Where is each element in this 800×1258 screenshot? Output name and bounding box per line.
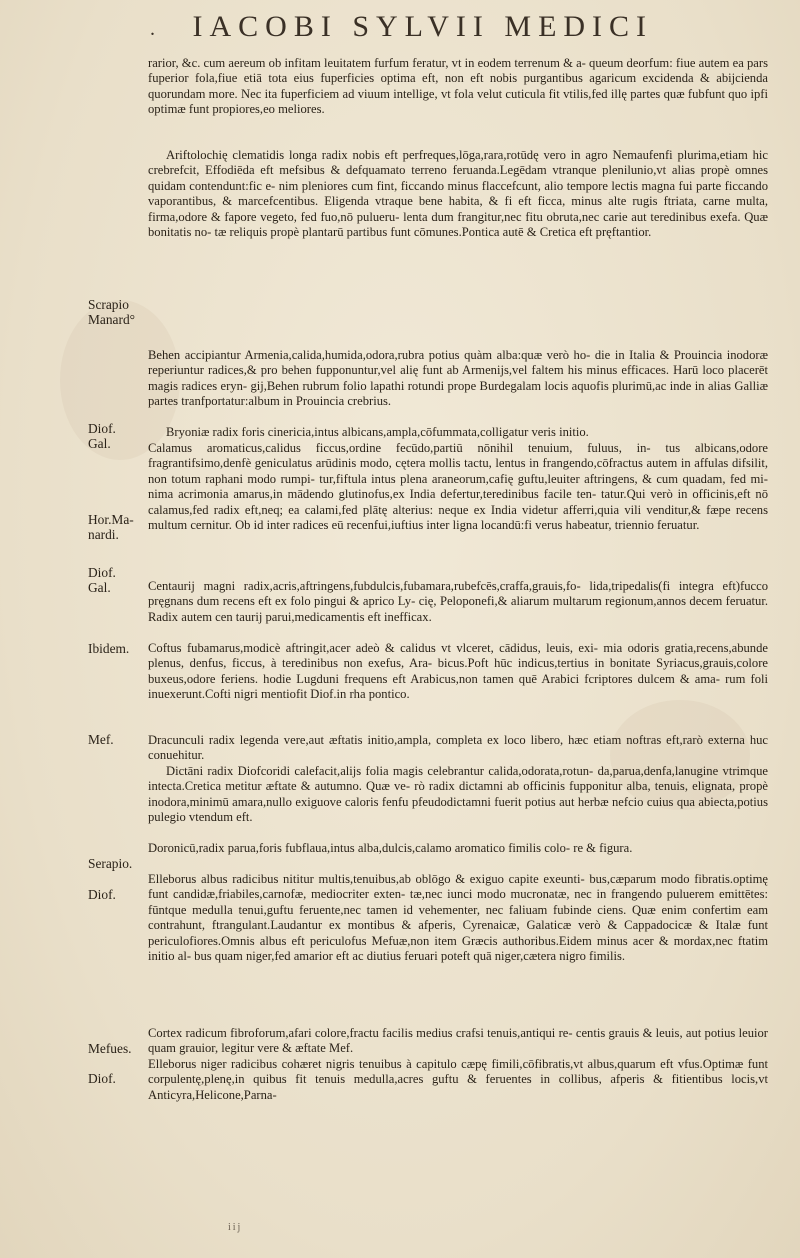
margin-note: Mef.	[88, 732, 114, 747]
paragraph: Centaurij magni radix,acris,aftringens,fubdulcis,fubamara,rubefcēs,craffa,grauis,fo- lida,tripedalis(fi integra eft)fucco pręgnans dum recens eft ex folo pingui & aprico Ly- cię, Peloponefi,& aliarum multarum regionum,annos decem feruatur. Radix autem cen taurij parui,medicamentis eft inefficax.	[148, 579, 768, 624]
paragraph: Cortex radicum fibroforum,afari colore,fractu facilis medius crafsi tenuis,antiqui re- centis grauis & leuis, aut potius leuior quam grauior, legitur vere & æftate Mef.	[148, 1026, 768, 1056]
margin-note: Diof.	[88, 1071, 116, 1086]
signature-mark: iij	[228, 1222, 243, 1233]
paragraph: Behen accipiantur Armenia,calida,humida,odora,rubra potius quàm alba:quæ verò ho- die in Italia & Prouincia inodoræ reperiuntur radices,& pro behen fupponuntur,vel alię funt ab Armenijs,vel faltem his minus efficaces. Harū loco placerēt magis radices eryn- gij,Behen rubrum folio lapathi rotundi prope Burdegalam locis aquofis plurimū,ac inde in alias Galliæ partes tranfportatur:album in Prouincia crebrius.	[148, 348, 768, 409]
margin-note: Diof.	[88, 565, 116, 580]
paragraph: Dracunculi radix legenda vere,aut æftatis initio,ampla, completa ex loco libero, hæc etiam noftras eft,rarò externa huc conuehitur.	[148, 733, 768, 763]
paragraph: Elleborus niger radicibus cohæret nigris tenuibus à capitulo cæpę fimili,cōfibratis,vt albus,quarum eft vfus.Optimæ funt corpulentę,plenę,in quibus fit tenuis medulla,acres guftu & feruentes in collibus, afperis & fitientibus locis,vt Anticyra,Helicone,Parna-	[148, 1057, 768, 1102]
header-dot: .	[150, 17, 162, 40]
margin-note: nardi.	[88, 527, 119, 542]
margin-note: Hor.Ma-	[88, 512, 134, 527]
margin-note: Serapio.	[88, 856, 133, 871]
running-header	[150, 10, 750, 44]
margin-note: Manard°	[88, 312, 135, 327]
paragraph: Bryoniæ radix foris cinericia,intus albicans,ampla,cōfummata,colligatur veris initio.	[166, 425, 589, 439]
margin-note: Diof.	[88, 887, 116, 902]
margin-note: Mefues.	[88, 1041, 132, 1056]
margin-note: Ibidem.	[88, 641, 130, 656]
paragraph: Dictāni radix Diofcoridi calefacit,alijs folia magis celebrantur calida,odorata,rotun- da,parua,denfa,lanugine vtrimque intecta.Cretica metitur æftate & autumno. Quæ ve- rò radix dictamni ab officinis fupponitur alba, tenuis, elignata, propè inodora,minimū amara,nullo exiguove caloris fenfu pfeudodictamni fuerit potius aut herbæ nefcio cuius qua abiecta,potius pulegio vtendum eft.	[148, 764, 768, 825]
paragraph: Doronicū,radix parua,foris fubflaua,intus alba,dulcis,calamo aromatico fimilis colo- re & figura.	[148, 841, 633, 855]
margin-note: Scrapio	[88, 297, 129, 312]
margin-note: Diof.	[88, 421, 116, 436]
paragraph: Ariftolochię clematidis longa radix nobis eft perfreques,lōga,rara,rotūdę vero in agro Nemaufenfi plurima,etiam hic crebrefcit, Effodiēda eft mefsibus & defquamato terreno feruanda.Legēdam vtranque plenilunio,vt alias propè omnes quidam contendunt:fic e- nim pleniores cum fint, ficcando minus flaccefcunt, alio tempore lectis magna fui parte ficcando vaporantibus, & marcefcentibus. Eligenda vtraque bene habita, & fi eft ficca, minus alte rugis ftriata, carne multa, firma,odore & fapore vegeto, fed fuo,nō pulueru- lenta dum frangitur,nec fitu obruta,nec carie aut teredinibus exefa. Quæ bonitatis no- tæ reliquis propè plantarū partibus funt cōmunes.Pontica autē & Cretica eft pręftantior.	[148, 148, 768, 240]
paragraph: Elleborus albus radicibus nititur multis,tenuibus,ab oblōgo & exiguo capite exeunti- bus,cæparum modo fibratis.optimę funt candidæ,friabiles,carnofæ, mediocriter exten- tæ,nec iunci modo mucronatæ, nec in frangendo puluerem emittētes: fūntque medulla tenui,guftu feruente,nec tamen id vehementer, nec faliuam fubinde ciens. Quæ enim confertim eam contrahunt, ftrangulant.Laudantur ex montibus & afperis, Cyrenaicæ, Galaticæ verò & Cappadocicæ & Italæ funt periculofiores.Omnis albus eft periculofus Mefuæ,non item Græcis authoribus.Eidem minus acer & mordax,nec ftatim initio al- bus quam niger,fed amarior eft ac diutius feruari poteft quā niger,cætera nigro fimilis.	[148, 872, 768, 964]
main-text	[148, 56, 768, 1104]
margin-note: Gal.	[88, 580, 111, 595]
paragraph: Coftus fubamarus,modicè aftringit,acer adeò & calidus vt vlceret, cādidus, leuis, exi- mia odoris gratia,recens,abunde plenus, denfus, ficcus, à teredinibus non exefus, Ara- bicus.Poft hūc indicus,tertius in bonitate Syriacus,grauis,colore buxeus,odore feriens. hodie Lugduni frequens eft Arabicus,non tamen quē Arabici fcriptores dulcem & ama- rum foli inuexerunt.Cofti nigri mentiofit Diof.in rha pontico.	[148, 641, 768, 702]
paragraph: Calamus aromaticus,calidus ficcus,ordine fecūdo,partiū nōnihil tenuium, fuluus, in- tus albicans,odore fragrantifsimo,denfè geniculatus arūdinis modo, cętera mollis tactu, lentus in frangendo,cōfractus autem in affulas difsilit, non totum raphani modo rumpi- tur,fiftula intus plena araneorum,cafię guftu,leuiter aftringens, & cum quadam, fed mi- nima acrimonia amarus,in mādendo glutinofus,ex India defertur,teredinibus facile ten- tatur.Qui verò in officinis,eft nō calamus,fed radix eft,neq; ea calami,fed plātę alterius: neque ex India videtur afferri,quia vili venditur,& fæpe recens multum cernitur. Ob id inter radices eū recenfui,iuftius inter ligna locandū:fi verus habeatur, triennio feruatur.	[148, 441, 768, 533]
header-title: IACOBI SYLVII MEDICI	[192, 10, 654, 43]
margin-note: Gal.	[88, 436, 111, 451]
paragraph: rarior, &c. cum aereum ob infitam leuitatem furfum feratur, vt in eodem terrenum & a- queum deorfum: fiue autem ea pars fuperior fola,fiue etiā tota eius fuperficies optima eft, non eft nobis purgantibus agaricum excidenda & abijcienda quorundam more. Nec ita fuperficiem ad viuum intellige, vt fola velut cuticula fit vtilis,fed illę partes quæ fubfunt quo ipfi optimæ funt propiores,eo meliores.	[148, 56, 768, 117]
